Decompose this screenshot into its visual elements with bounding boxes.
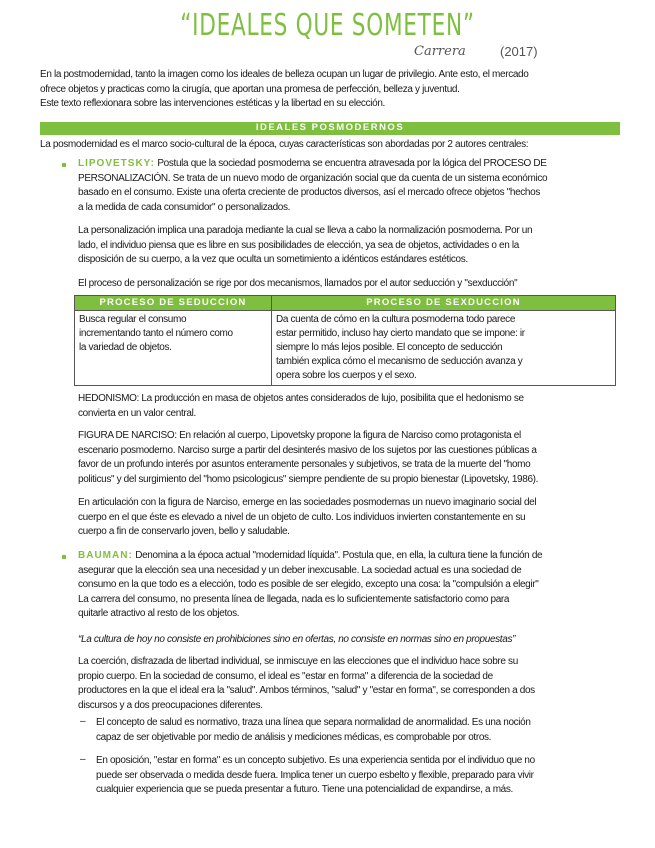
text-line: convierta en un valor central. xyxy=(78,407,196,419)
title-row xyxy=(0,8,655,59)
text-line: En articulación con la figura de Narciso, emerge en las sociedades posmodernas un nuevo imaginario social del xyxy=(78,497,537,508)
text-line: El concepto de salud es normativo, traza una línea que separa normalidad de anormalidad. Es una noción xyxy=(96,717,531,728)
dash-marker: – xyxy=(80,716,86,727)
bauman-paragraph xyxy=(78,549,643,622)
lipovetsky-paragraph xyxy=(78,157,638,215)
text-line: capaz de ser objetivable por medio de análisis y mediciones médicas, es comprobable por otros. xyxy=(96,731,492,743)
personalizacion-paragraph xyxy=(78,224,638,268)
table-cell-sexduccion xyxy=(272,311,616,386)
text-line: politicus" y del surgimiento del "homo psicologicus" siempre pendiente de su propio bienestar (Lipovetsky, 1986). xyxy=(78,473,539,485)
intro-line: En la postmodernidad, tanto la imagen como los ideales de belleza ocupan un lugar de privilegio. Ante esto, el mercado xyxy=(40,69,529,80)
comparison-table xyxy=(74,295,616,386)
text-line: En oposición, "estar en forma" es un concepto subjetivo. Es una experiencia sentida por el individuo que no xyxy=(96,755,535,766)
table-header-seduccion: PROCESO DE SEDUCCION xyxy=(75,296,272,311)
context-line: La posmodernidad es el marco socio-cultural de la época, cuyas características son abordadas por 2 autores centrales: xyxy=(40,139,529,150)
text-line: Denomina a la época actual "modernidad líquida". Postula que, en ella, la cultura tiene la función de xyxy=(132,550,543,561)
text-line: HEDONISMO: La producción en masa de objetos antes considerados de lujo, posibilita que el hedonismo se xyxy=(78,393,524,404)
cell-line: también explica cómo el mecanismo de seducción avanza y xyxy=(276,356,523,367)
table-cell-seduccion xyxy=(75,311,272,386)
mecanismos-line: El proceso de personalización se rige por dos mecanismos, llamados por el autor seducción y "sexducción" xyxy=(78,278,518,289)
text-line: quitarle atractivo al resto de los objetos. xyxy=(78,608,240,620)
cell-line: estar permitido, incluso hay cierto mandato que se impone: ir xyxy=(276,328,525,339)
coercion-paragraph xyxy=(78,655,643,713)
intro-line: ofrece objetos y practicas como la cirugía, que aportan una promesa de perfección, belleza y juventud. xyxy=(40,83,460,95)
text-line: FIGURA DE NARCISO: En relación al cuerpo, Lipovetsky propone la figura de Narciso como protagonista el xyxy=(78,430,521,441)
cell-line: Da cuenta de cómo en la cultura posmoderna todo parece xyxy=(276,314,516,325)
bullet-icon xyxy=(62,555,66,559)
section-heading: IDEALES POSMODERNOS xyxy=(40,122,620,135)
text-line: PERSONALIZACIÓN. Se trata de un nuevo modo de organización social que da cuenta de un sistema económico xyxy=(78,172,548,184)
text-line: a la medida de cada consumidor" o personalizados. xyxy=(78,201,291,213)
text-line: Postula que la sociedad posmoderna se encuentra atravesada por la lógica del PROCESO DE xyxy=(154,158,547,169)
cell-line: Busca regular el consumo xyxy=(79,314,187,325)
text-line: lado, el individuo piensa que es libre en sus posibilidades de elección, ya sea de objetos, actividades o en la xyxy=(78,239,519,251)
text-line: cuerpo en el que éste es elevado a nivel de un objeto de culto. Los individuos invierten constantemente en su xyxy=(78,511,526,523)
text-line: asegurar que la elección sea una necesidad y un deber inexcusable. La sociedad actual es una sociedad de xyxy=(78,564,522,576)
text-line: cualquier experiencia que se pueda presentar a futuro. Tiene una potencialidad de expandirse, a más. xyxy=(96,784,513,796)
author-name-lipovetsky: LIPOVETSKY: xyxy=(78,158,155,169)
intro-line: Este texto reflexionara sobre las intervenciones estéticas y la libertad en su elección. xyxy=(40,98,385,110)
text-line: basado en el consumo. Existe una oferta creciente de productos diversos, así el mercado ofrece objetos "hechos xyxy=(78,187,541,199)
dash-marker: – xyxy=(80,754,86,765)
cell-line: opera sobre los cuerpos y el sexo. xyxy=(276,370,417,381)
text-line: disposición de su cuerpo, a la vez que oculta un sometimiento a idénticos estándares estéticos. xyxy=(78,254,468,266)
text-line: La carrera del consumo, no presenta línea de llegada, nada es lo suficientemente satisfactorio como para xyxy=(78,593,510,605)
text-line: puede ser observada o medida desde fuera. Implica tener un cuerpo esbelto y flexible, preparado para vivir xyxy=(96,769,534,781)
bauman-quote: “La cultura de hoy no consiste en prohibiciones sino en ofertas, no consiste en normas sino en propuestas” xyxy=(78,634,516,645)
text-line: La personalización implica una paradoja mediante la cual se lleva a cabo la normalización posmoderna. Por un xyxy=(78,225,533,236)
cell-line: siempre lo más lejos posible. El concepto de seducción xyxy=(276,342,503,353)
salud-item xyxy=(96,716,644,745)
text-line: propio cuerpo. En la sociedad de consumo, el ideal es "estar en forma" a diferencia de la sociedad de xyxy=(78,670,493,682)
table-header-row xyxy=(75,296,616,311)
text-line: productores en la que el ideal era la "salud". Ambos términos, "salud" y "estar en forma", se corresponden a dos xyxy=(78,685,535,697)
page-title: “IDEALES QUE SOMETEN” xyxy=(180,8,475,43)
text-line: cuerpo a fin de conservarlo joven, bello y saludable. xyxy=(78,526,290,538)
text-line: discursos y a dos preocupaciones diferentes. xyxy=(78,699,263,711)
hedonismo-paragraph xyxy=(78,392,638,421)
table-header-sexduccion: PROCESO DE SEXDUCCION xyxy=(272,296,616,311)
cell-line: la variedad de objetos. xyxy=(79,342,172,353)
cell-line: incrementando tanto el número como xyxy=(79,328,233,339)
text-line: consumo en la que todo es a elección, todo es posible de ser elegido, excepto una cosa: la "compulsión a elegir" xyxy=(78,579,539,591)
table-row xyxy=(75,311,616,386)
author-name-bauman: BAUMAN: xyxy=(78,550,133,561)
text-line: La coerción, disfrazada de libertad individual, se inmiscuye en las elecciones que el individuo hace sobre su xyxy=(78,656,518,667)
narciso-paragraph xyxy=(78,429,643,487)
text-line: escenario posmoderno. Narciso surge a partir del desinterés masivo de los sujetos por las cuestiones públicas a xyxy=(78,444,537,456)
estar-en-forma-item xyxy=(96,754,644,798)
author-signature: Carrera xyxy=(414,44,466,59)
bullet-icon xyxy=(62,163,66,167)
publication-year: (2017) xyxy=(500,44,538,59)
intro-paragraph xyxy=(40,68,640,112)
articulacion-paragraph xyxy=(78,496,643,540)
text-line: favor de un profundo interés por asuntos enteramente personales y subjetivos, se trata de la muerte del "homo xyxy=(78,459,531,471)
